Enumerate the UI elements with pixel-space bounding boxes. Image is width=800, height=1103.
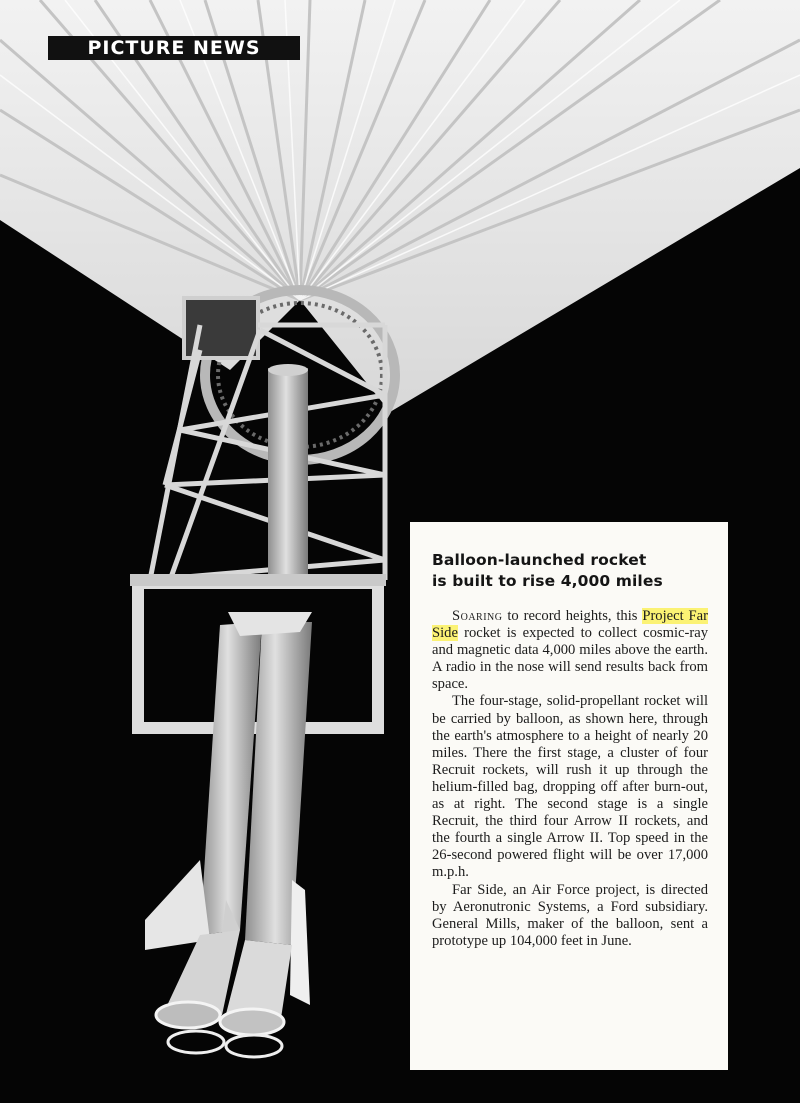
article-paragraph-3: Far Side, an Air Force project, is directed by Aeronutronic Systems, a Ford subsidiary. General Mills, maker of the balloon, sent a prototype up 104,000 feet in June.	[432, 881, 708, 949]
article-paragraph-1	[432, 608, 708, 693]
section-label: PICTURE NEWS	[48, 36, 300, 60]
headline-line-2: is built to rise 4,000 miles	[432, 572, 663, 590]
article-body	[432, 608, 708, 950]
headline-line-1: Balloon-launched rocket	[432, 551, 647, 569]
article-paragraph-2: The four-stage, solid-propellant rocket will be carried by balloon, as shown here, through the earth's atmosphere to a height of nearly 20 miles. There the first stage, a cluster of four Recruit rockets, will rush it up through the helium-filled bag, dropping off after burn-out, as at right. The second stage is a single Recruit, the third four Arrow II rockets, and the fourth a single Arrow II. Top speed in the 26-second powered flight will be over 17,000 m.p.h.	[432, 693, 708, 881]
paragraph-1-text-a: to record heights, this	[502, 608, 643, 624]
lead-word: Soaring	[452, 608, 503, 624]
highlighted-phrase: Project Far Side	[432, 608, 708, 642]
article-headline	[432, 550, 708, 592]
article-card	[410, 522, 728, 1070]
paragraph-1-text-b: rocket is expected to collect cosmic-ray and magnetic data 4,000 miles above the earth. A radio in the nose will send results back from space.	[432, 625, 708, 693]
